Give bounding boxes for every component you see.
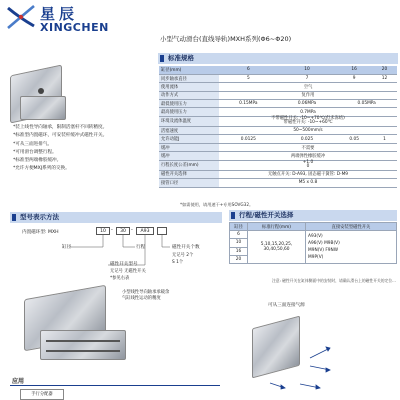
spec-row (159, 100, 397, 108)
spec-value: 复作用 (219, 91, 397, 99)
stroke-section-title: 行程/磁性开关选择 (229, 210, 397, 221)
stroke-table (229, 222, 397, 264)
spec-label: 最低使用压力 (159, 100, 219, 108)
spec-row (159, 91, 397, 99)
brand-name-en: XINGCHEN (40, 21, 109, 34)
model-dash: - (111, 227, 113, 233)
feature-item: *可用滑台调整行程。 (13, 149, 57, 155)
stroke-bore: 16 (230, 247, 248, 255)
product-image-body (20, 96, 66, 120)
model-code-count (157, 227, 167, 235)
model-code-switch: A93 (136, 227, 154, 235)
switch-model: A93(V) (308, 234, 323, 240)
spec-label: 使用流体 (159, 83, 219, 91)
spec-label: 缓冲 (159, 152, 219, 160)
airflow-arrows-icon (230, 318, 380, 393)
spec-value: 0.025 (278, 135, 337, 143)
feature-item: *标准型两端橡胶缓冲。 (13, 158, 62, 164)
spec-value: 0.06MPa (278, 100, 337, 108)
feature-item: *可从三面进排气。 (13, 141, 53, 147)
stroke-bore: 20 (230, 255, 248, 263)
application-box (20, 389, 64, 400)
spec-value: 6 (219, 66, 278, 74)
spec-label: 磁性开关选择 (159, 170, 219, 178)
spec-label: 同步轴承直径 (159, 74, 219, 82)
spec-label: 行程长度公差(mm) (159, 160, 219, 170)
spec-value: 10 (278, 66, 337, 74)
product-port (38, 88, 44, 94)
switch-type-none: 无记号 无磁性开关 (110, 269, 146, 274)
feature-item: *允许方便MXJ系列的交换。 (13, 166, 70, 172)
stroke-table-header (230, 223, 397, 231)
caption-small: 小型线性导向轴承承载余 气缸线性运动的精度 (122, 290, 170, 301)
spec-row (159, 170, 397, 178)
spec-label: 缓冲 (159, 143, 219, 151)
spec-label: 最高使用压力 (159, 108, 219, 116)
xingchen-logo-icon (6, 4, 36, 30)
spec-label: 允许动能J (159, 135, 219, 143)
spec-value: 1 (372, 135, 397, 143)
spec-row (159, 152, 397, 160)
switch-count-row: S 1个 (172, 260, 184, 265)
bore-label: 缸径 (62, 245, 72, 250)
spec-row (159, 116, 397, 126)
switch-type-label: 磁性开关型号 (110, 262, 138, 267)
switch-model: M9P(V) (308, 255, 324, 261)
spec-row (159, 135, 397, 143)
spec-value: 两端弹性橡胶缓冲 (219, 152, 397, 160)
spec-label: 接管口径 (159, 179, 219, 187)
stroke-bore: 6 (230, 231, 248, 239)
model-code-stroke: 30 (116, 227, 130, 235)
model-prefix: 内置磁环型: MXH (22, 230, 59, 235)
brand-name-cn: 星辰 (40, 5, 79, 23)
spec-row (159, 74, 397, 82)
feature-item: *标准型内置磁环，可安装杆缓冲式磁性开关。 (13, 133, 108, 139)
switch-count-row: 无记号 2个 (172, 253, 194, 258)
stroke-header-cell: 标准行程(mm) (248, 223, 306, 231)
stroke-header-cell: 缸径 (230, 223, 248, 231)
spec-value: 20 (372, 66, 397, 74)
stroke-switches (306, 231, 397, 264)
application-title: 应用 (12, 378, 25, 385)
spec-row (159, 66, 397, 74)
feature-item: *装上线性导向轴承，限制活塞杆不回转精度。 (13, 125, 108, 130)
spec-row (159, 179, 397, 187)
spec-value: 0.05 (336, 135, 372, 143)
spec-value: 空气 (219, 83, 397, 91)
switch-model: A96(V) M9B(V) (308, 241, 340, 247)
switch-count-label: 磁性开关个数 (172, 245, 200, 250)
application-box-label: 手行分配器 (31, 392, 53, 397)
switch-model: M9N(V) F9NW (308, 248, 338, 254)
spec-value: 50~500mm/s (219, 127, 397, 135)
feature-list (13, 124, 107, 174)
spec-label: 活塞速度 (159, 127, 219, 135)
spec-value: 12 (372, 74, 397, 82)
spec-value: 0.15MPa (219, 100, 278, 108)
stroke-label: 行程 (136, 245, 146, 250)
spec-value: 5 (219, 74, 278, 82)
product-rail-line (46, 350, 120, 352)
caption-three-face: 可从三面连接气源 (268, 303, 305, 308)
application-divider (10, 385, 220, 386)
stroke-values: 5,10,15,20,25, 30,40,50,60 (248, 231, 306, 264)
spec-table (159, 66, 397, 188)
model-dash: - (131, 227, 133, 233)
stroke-header-cell: 直接安装型磁性开关 (306, 223, 397, 231)
spec-row (159, 143, 397, 151)
spec-section-title: 标准规格 (158, 53, 398, 64)
spec-row (159, 127, 397, 135)
spec-value: 不需要 (219, 143, 397, 151)
spec-value: 0.05MPa (336, 100, 397, 108)
switch-type-ref: *参见右表 (110, 276, 130, 281)
product-rail-line (46, 340, 120, 342)
spec-label: 动作方式 (159, 91, 219, 99)
model-section-title: 型号表示方法 (10, 212, 222, 223)
spec-value: 7 (278, 74, 337, 82)
page-title: 小型气动滑台(直线导轨)MXH系列(Φ6~Φ20) (160, 35, 292, 43)
spec-value: 16 (336, 66, 372, 74)
spec-label: 缸径(mm) (159, 66, 219, 74)
spec-row (159, 83, 397, 91)
spec-label: 环境及流体温度 (159, 116, 219, 126)
product-image-rails (40, 330, 126, 360)
spec-value: M5 x 0.8 (219, 179, 397, 187)
spec-value: 0.7MPa (219, 108, 397, 116)
spec-value: +1.0 0 (219, 160, 397, 170)
spec-value: 0.0125 (219, 135, 278, 143)
spec-value: 不带磁性开关: -10~+70℃(但未冻结) 带磁性开关: -10~+60℃ (219, 116, 397, 126)
model-code-bore: 10 (96, 227, 110, 235)
stroke-row (230, 231, 397, 239)
spec-value: 9 (336, 74, 372, 82)
spec-row (159, 160, 397, 170)
stroke-bore: 10 (230, 239, 248, 247)
stroke-note: 注意: 磁性开关在缸体侧面中的安装时，请确认滑台上的磁性开关的定位... (272, 278, 396, 283)
spec-value: 无触点开关: D-A93, 固态磁干簧管: D-M9 (219, 170, 397, 178)
spec-note: *如需使用，请用速干+专用SOVG32。 (180, 202, 254, 207)
